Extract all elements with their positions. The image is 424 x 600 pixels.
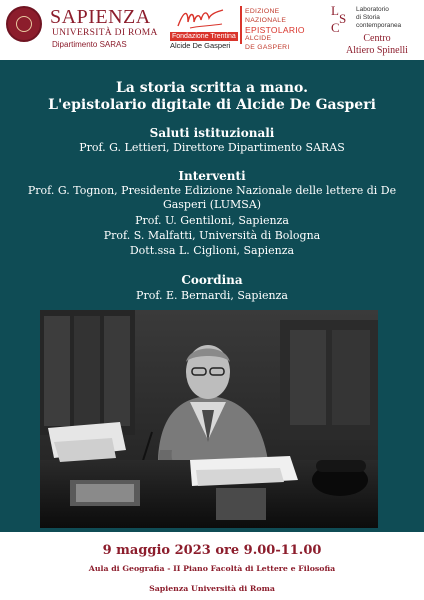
fondazione-name: Alcide De Gasperi [170, 41, 231, 50]
edizione-line-1: EDIZIONE [245, 8, 280, 15]
interventi-heading: Interventi [178, 169, 246, 183]
edizione-line-2: NAZIONALE [245, 16, 287, 24]
sapienza-seal-icon [6, 6, 42, 42]
svg-text:C: C [331, 20, 340, 33]
centro-line-1: Centro [363, 33, 391, 44]
edizione-divider [240, 6, 242, 44]
lsc-line-1: Laboratorio [356, 6, 389, 13]
event-title-line-2: L'epistolario digitale di Alcide De Gasperi [48, 97, 376, 113]
svg-text:L: L [331, 3, 339, 18]
centro-spinelli-logo [330, 33, 424, 57]
de-gasperi-photo [40, 310, 378, 528]
sapienza-department: Dipartimento SARAS [52, 40, 127, 49]
lsc-line-2: di Storia contemporanea [356, 14, 402, 29]
lsc-label [356, 6, 424, 30]
signature-icon [176, 4, 226, 34]
coordina-speaker: Prof. E. Bernardi, Sapienza [136, 289, 288, 302]
interventi-speaker: Prof. S. Malfatti, Università di Bologna [103, 229, 321, 242]
event-date-time: 9 maggio 2023 ore 9.00-11.00 [102, 543, 322, 558]
interventi-speaker: Prof. G. Tognon, Presidente Edizione Nazionale delle lettere di De [27, 184, 397, 197]
svg-text:S: S [339, 11, 347, 26]
edizione-line-3: EPISTOLARIO [245, 25, 305, 35]
lsc-logo-icon [330, 3, 354, 33]
saluti-heading: Saluti istituzionali [149, 126, 275, 140]
interventi-speaker: Gasperi (LUMSA) [162, 198, 262, 211]
edizione-nazionale-logo [245, 8, 305, 52]
interventi-speaker: Prof. U. Gentiloni, Sapienza [135, 214, 289, 227]
sapienza-logo-title: SAPIENZA [50, 6, 151, 28]
saluti-speaker: Prof. G. Lettieri, Direttore Dipartimento SARAS [79, 141, 345, 154]
edizione-line-4: ALCIDE [245, 35, 272, 42]
event-organizer: Sapienza Università di Roma [149, 584, 275, 593]
event-title [0, 80, 424, 114]
sapienza-logo-subtitle: UNIVERSITÀ DI ROMA [52, 28, 158, 38]
event-title-line-1: La storia scritta a mano. [115, 80, 309, 96]
event-venue: Aula di Geografia - II Piano Facoltà di Lettere e Filosofia [88, 564, 336, 573]
edizione-line-5: DE GASPERI [245, 43, 290, 51]
coordina-heading: Coordina [181, 273, 243, 287]
interventi-speaker: Dott.ssa L. Ciglioni, Sapienza [129, 244, 295, 257]
centro-line-2: Altiero Spinelli [346, 45, 408, 56]
logo-strip [0, 0, 424, 60]
fondazione-badge: Fondazione Trentina [172, 33, 236, 40]
